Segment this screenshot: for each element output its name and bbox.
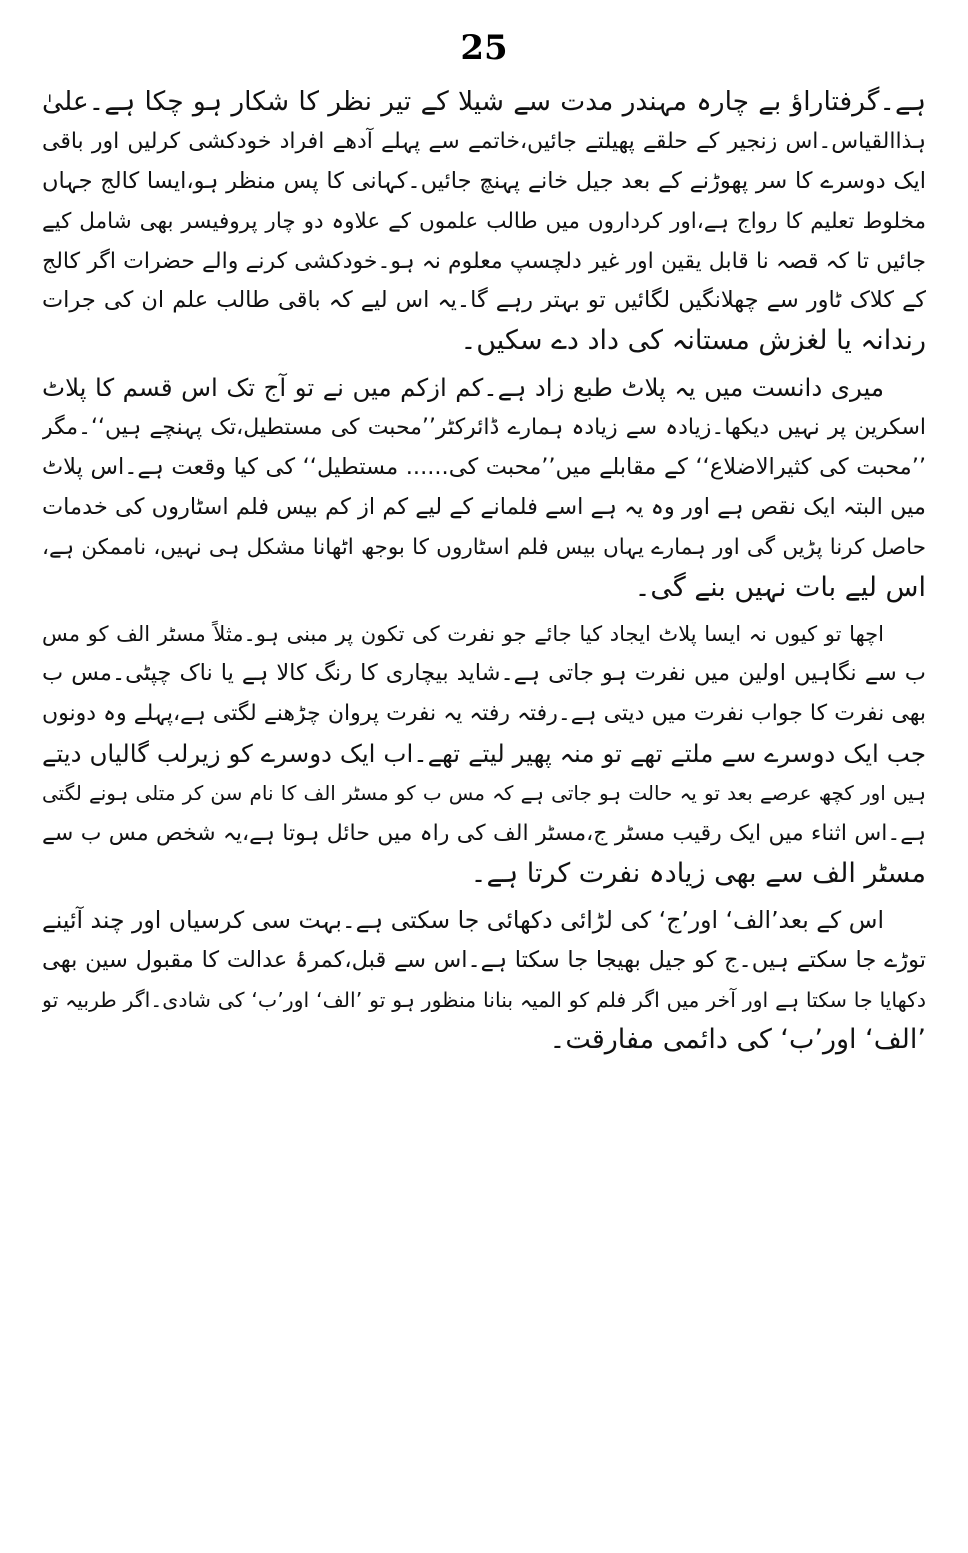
paragraph-gap — [42, 608, 926, 615]
text-line: رندانہ یا لغزش مستانہ کی داد دے سکیں۔ — [460, 325, 926, 357]
text-line: مسٹر الف سے بھی زیادہ نفرت کرتا ہے۔ — [470, 857, 926, 889]
text-line: ہذاالقیاس۔اس زنجیر کے حلقے پھیلتے جائیں،خاتمے سے پہلے آدھے افراد خودکشی کرلیں اور باقی — [42, 128, 926, 154]
text-line: ہے۔اس اثناء میں ایک رقیب مسٹر ج،مسٹر الف کی راہ میں حائل ہوتا ہے،یہ شخص مس ب سے — [42, 821, 926, 847]
paragraph-2 — [42, 368, 926, 607]
text-line: ایک دوسرے کا سر پھوڑنے کے بعد جیل خانے پہنچ جائیں۔کہانی کا پس منظر ہو،ایسا کالج جہاں — [42, 167, 926, 194]
text-line: ب سے نگاہیں اولین میں نفرت ہو جاتی ہے۔شاید بیچاری کا رنگ کالا ہے یا ناک چپٹی۔مس ب — [42, 660, 926, 687]
text-line: جائیں تا کہ قصہ نا قابل یقین اور غیر دلچسپ معلوم نہ ہو۔خودکشی کرنے والے حضرات اگر کالج — [42, 248, 926, 274]
text-line: بھی نفرت کا جواب نفرت میں دیتی ہے۔رفتہ رفتہ یہ نفرت پروان چڑھنے لگتی ہے،پہلے وہ دونوں — [42, 701, 926, 727]
paragraph-gap — [42, 361, 926, 368]
text-line: دکھایا جا سکتا ہے اور آخر میں اگر فلم کو المیہ بنانا منظور ہو تو ’الف‘ اور’ب‘ کی شادی۔اگر طربیہ تو — [42, 987, 926, 1012]
document-body — [42, 82, 926, 1060]
text-line: ہیں اور کچھ عرصے بعد تو یہ حالت ہو جاتی ہے کہ مس ب کو مسٹر الف کا نام سن کر متلی ہونے لگتی — [42, 781, 926, 806]
text-line: ہے۔گرفتاراؤ بے چارہ مہندر مدت سے شیلا کے تیر نظر کا شکار ہو چکا ہے۔علیٰ — [42, 86, 926, 117]
text-line: کے کلاک ٹاور سے چھلانگیں لگائیں تو بہتر رہے گا۔یہ اس لیے کہ باقی طالب علم ان کی جرات — [42, 287, 926, 314]
paragraph-gap — [42, 894, 926, 901]
text-line: اچھا تو کیوں نہ ایسا پلاٹ ایجاد کیا جائے جو نفرت کی تکون پر مبنی ہو۔مثلاً مسٹر الف کو مس — [42, 621, 884, 646]
text-line: جب ایک دوسرے سے ملتے تھے تو منہ پھیر لیتے تھے۔اب ایک دوسرے کو زیرلب گالیاں دیتے — [42, 739, 926, 769]
text-line: اسکرین پر نہیں دیکھا۔زیادہ سے زیادہ ہمارے ڈائرکٹر’’محبت کی مستطیل،تک پہنچے ہیں‘‘۔مگر — [42, 415, 926, 441]
text-line: حاصل کرنا پڑیں گی اور ہمارے یہاں بیس فلم اسٹاروں کا بوجھ اٹھانا مشکل ہی نہیں، ناممکن ہے، — [42, 534, 926, 560]
text-line: توڑے جا سکتے ہیں۔ج کو جیل بھیجا جا سکتا ہے۔اس سے قبل،کمرۂ عدالت کا مقبول سین بھی — [42, 946, 926, 973]
text-line: اس کے بعد’الف‘ اور’ج‘ کی لڑائی دکھائی جا سکتی ہے۔بہت سی کرسیاں اور چند آئینے — [42, 905, 884, 934]
text-line: میں البتہ ایک نقص ہے اور وہ یہ ہے اسے فلمانے کے لیے کم از کم بیس فلم اسٹاروں کی خدمات — [42, 493, 926, 520]
paragraph-1 — [42, 82, 926, 361]
text-line: ’الف‘ اور’ب‘ کی دائمی مفارقت۔ — [549, 1024, 926, 1056]
paragraph-4 — [42, 901, 926, 1061]
text-line: ’’محبت کی کثیرالاضلاع‘‘ کے مقابلے میں’’محبت کی...... مستطیل‘‘ کی کیا وقعت ہے۔اس پلاٹ — [42, 454, 926, 481]
paragraph-3 — [42, 615, 926, 894]
text-line: میری دانست میں یہ پلاٹ طبع زاد ہے۔کم ازکم میں نے تو آج تک اس قسم کا پلاٹ — [42, 373, 884, 403]
text-line: مخلوط تعلیم کا رواج ہے،اور کرداروں میں طالب علموں کے علاوہ دو چار پروفیسر بھی شامل کیے — [42, 208, 926, 234]
page-number: 25 — [460, 28, 508, 68]
text-line: اس لیے بات نہیں بنے گی۔ — [634, 571, 926, 603]
